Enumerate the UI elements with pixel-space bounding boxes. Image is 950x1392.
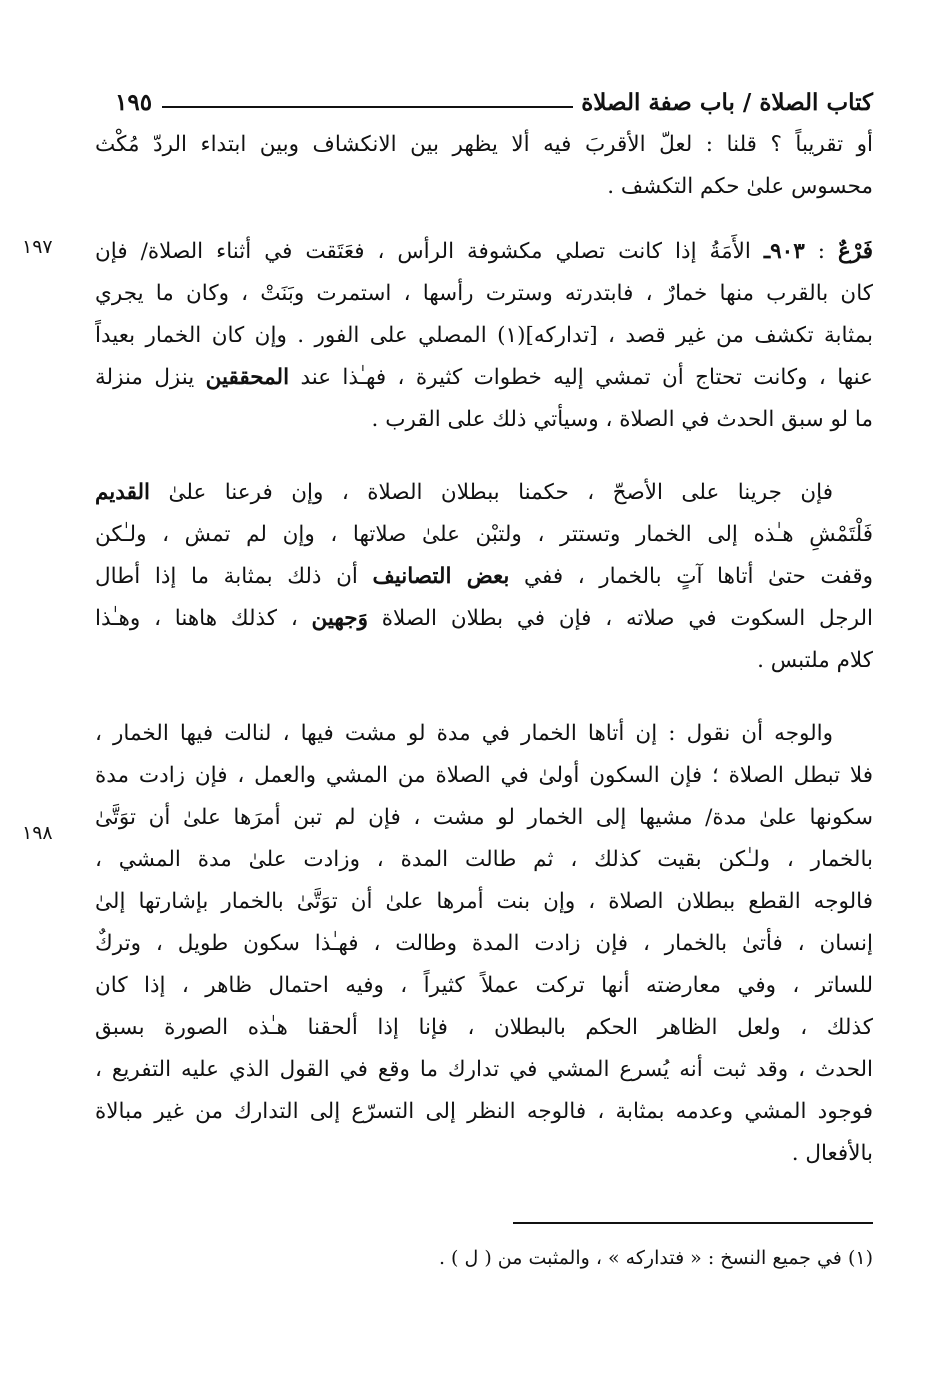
- text-line: [95, 231, 873, 273]
- text-line: [95, 598, 873, 640]
- text-line: كذلك ، ولعل الظاهر الحكم بالبطلان ، فإنا إذا ألحقنا هـٰذه الصورة بسبق: [95, 1015, 873, 1040]
- paragraph-2: [95, 231, 873, 441]
- paragraph-1: [95, 124, 873, 208]
- text-line: بالخمار ، ولـٰكن بقيت كذلك ، ثم طالت المدة ، وزادت علىٰ مدة المشي ،: [95, 847, 873, 872]
- text-line: كان بالقرب منها خمارٌ ، فابتدرته وسترت رأسها ، استمرت وبَنَتْ ، وكان ما يجري: [95, 281, 873, 306]
- text-line: فَلْتَمْشِ هـٰذه إلى الخمار وتستتر ، ولتبْن علىٰ صلاتها ، وإن لم تمش ، ولـٰكن: [95, 522, 873, 547]
- issue-number: ٩٠٣ـ: [763, 239, 805, 264]
- text-line: ما لو سبق الحدث في الصلاة ، وسيأتي ذلك على القرب .: [371, 407, 873, 432]
- bold-term: وَجهين: [311, 606, 368, 631]
- text-line: كلام ملتبس .: [757, 648, 873, 673]
- text-span: أن ذلك بمثابة ما إذا أطال: [95, 564, 373, 589]
- text-span: فإن جرينا على الأصحّ ، حكمنا ببطلان الصلاة ، وإن فرعنا علىٰ: [149, 480, 833, 505]
- header-rule: [162, 106, 573, 108]
- far-label: فَرْعٌ: [838, 239, 873, 264]
- footnote-marker: (١): [847, 1247, 873, 1269]
- margin-number: ١٩٧: [22, 236, 53, 258]
- text-line: بالأفعال .: [791, 1141, 873, 1166]
- text-line: الحدث ، وقد ثبت أنه يُسرع المشي في تدارك ما وقع في القول الذي عليه التفريع ،: [95, 1057, 873, 1082]
- running-title: كتاب الصلاة / باب صفة الصلاة: [581, 88, 873, 116]
- bold-term: بعض التصانيف: [372, 564, 510, 589]
- text-span: الرجل السكوت في صلاته ، فإن في بطلان الصلاة: [367, 606, 873, 631]
- margin-number: ١٩٨: [22, 822, 53, 844]
- text-line: [95, 472, 873, 514]
- bold-term: القديم: [95, 480, 150, 505]
- text-line: للساتر ، وفي معارضته أنها تركت عملاً كثيراً ، وفيه احتمال ظاهر ، إذا كان: [95, 973, 873, 998]
- text-line: بمثابة تكشف من غير قصد ، [تداركه](١) المصلي على الفور . وإن كان الخمار بعيداً: [95, 323, 873, 348]
- text-line: أو تقريباً ؟ قلنا : لعلّ الأقربَ فيه ألا يظهر بين الانكشاف وبين ابتداء الردّ مُكْث: [95, 132, 873, 157]
- text-line: محسوس علىٰ حكم التكشف .: [607, 174, 873, 199]
- text-line: إنسان ، فأتىٰ بالخمار ، فإن زادت المدة وطالت ، فهـٰذا سكون طويل ، وتركٌ: [95, 931, 873, 956]
- paragraph-4: [95, 713, 873, 1175]
- text-span: وقفت حتىٰ أتاها آتٍ بالخمار ، ففي: [509, 564, 873, 589]
- text-line: [95, 357, 873, 399]
- footnote-rule: [513, 1222, 873, 1224]
- text-line: فلا تبطل الصلاة ؛ فإن السكون أولىٰ في الصلاة من المشي والعمل ، فإن زادت مدة: [95, 763, 873, 788]
- text-line: [95, 556, 873, 598]
- text-line: سكونها علىٰ مدة/ مشيها إلى الخمار لو مشت ، فإن لم تبن أمرَها علىٰ أن توَتَّىٰ: [95, 805, 873, 830]
- colon: :: [804, 239, 839, 264]
- page-header: [115, 82, 873, 122]
- paragraph-3: [95, 472, 873, 682]
- bold-term: المحققين: [205, 365, 290, 390]
- page-number: ١٩٥: [115, 88, 153, 116]
- text-line: فالوجه القطع ببطلان الصلاة ، وإن بنت أمرها علىٰ أن توَتَّىٰ بالخمار بإشارتها إلىٰ: [95, 889, 873, 914]
- text-line: فوجود المشي وعدمه بمثابة ، فالوجه النظر إلى التسرّع إلى التدارك من غير مبالاة: [95, 1099, 873, 1124]
- text-span: ينزل منزلة: [95, 365, 206, 390]
- text-span: ، كذلك هاهنا ، وهـٰذا: [95, 606, 312, 631]
- footnote-text: في جميع النسخ : « فتداركه » ، والمثبت من ( ل ) .: [438, 1247, 842, 1269]
- text-span: الأَمَةُ إذا كانت تصلي مكشوفة الرأس ، فعَتَقت في أثناء الصلاة/ فإن: [95, 239, 764, 264]
- text-line: والوجه أن نقول : إن أتاها الخمار في مدة لو مشت فيها ، لنالت فيها الخمار ،: [95, 721, 833, 746]
- footnote: [380, 1240, 873, 1276]
- text-span: عنها ، وكانت تحتاج أن تمشي إليه خطوات كثيرة ، فهـٰذا عند: [289, 365, 873, 390]
